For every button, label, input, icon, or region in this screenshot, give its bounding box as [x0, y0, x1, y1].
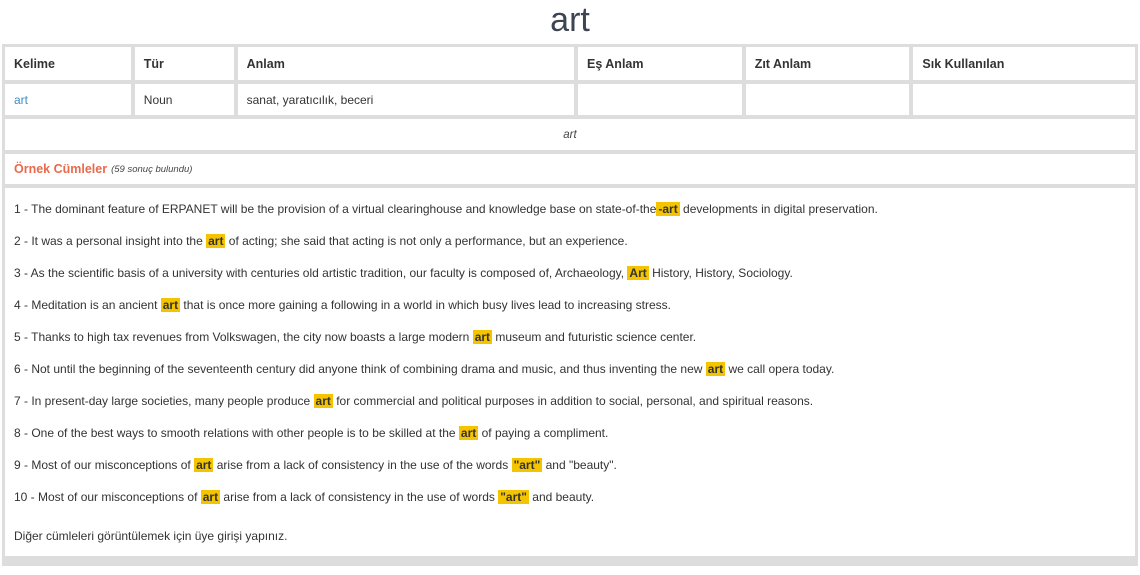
header-es-anlam: Eş Anlam — [578, 47, 742, 80]
header-zit-anlam: Zıt Anlam — [746, 47, 910, 80]
sentence-text: for commercial and political purposes in addition to social, personal, and spiritual reasons. — [332, 394, 814, 408]
login-prompt: Diğer cümleleri görüntülemek için üye girişi yapınız. — [14, 529, 288, 543]
table-row — [5, 84, 1135, 115]
list-item — [14, 225, 1126, 257]
highlight-term: art — [162, 298, 179, 312]
pronunciation: art — [5, 119, 1135, 150]
list-item — [14, 353, 1126, 385]
highlight-term: art — [460, 426, 477, 440]
highlight-term: art — [208, 234, 224, 248]
sentence-text: of acting; she said that acting is not only a performance, but an experience. — [225, 234, 628, 248]
sentence-text: 1 - The dominant feature of ERPANET will be the provision of a virtual clearinghouse and knowledge base on state-of-the — [14, 202, 657, 216]
highlight-term: art — [707, 362, 724, 376]
sentence-text: 7 - In present-day large societies, many people produce — [14, 394, 314, 408]
highlight-term: "art" — [500, 490, 527, 504]
list-item — [14, 289, 1126, 321]
list-item — [14, 449, 1126, 481]
sentence-text: that is once more gaining a following in a world in which busy lives lead to increasing stress. — [180, 298, 672, 312]
antonyms-cell — [746, 84, 910, 115]
sentence-text: 6 - Not until the beginning of the seventeenth century did anyone think of combining drama and music, and thus inventing the new — [14, 362, 706, 376]
type-cell: Noun — [135, 84, 234, 115]
list-item — [14, 481, 1126, 513]
header-anlam: Anlam — [238, 47, 574, 80]
synonyms-cell — [578, 84, 742, 115]
meaning-cell: sanat, yaratıcılık, beceri — [238, 84, 574, 115]
sentence-text: 4 - Meditation is an ancient — [14, 298, 161, 312]
dictionary-panel — [2, 44, 1138, 566]
sentence-text: 8 - One of the best ways to smooth relations with other people is to be skilled at the — [14, 426, 459, 440]
highlight-term: art — [202, 490, 219, 504]
list-item — [14, 417, 1126, 449]
sentence-text: 10 - Most of our misconceptions of — [14, 490, 201, 504]
highlight-term: art — [196, 458, 212, 472]
list-item — [14, 385, 1126, 417]
table-header-row — [5, 47, 1135, 80]
highlight-term: Art — [629, 266, 647, 280]
header-tur: Tür — [135, 47, 234, 80]
sentence-text: arise from a lack of consistency in the use of the words — [213, 458, 512, 472]
header-sik-kullanilan: Sık Kullanılan — [913, 47, 1135, 80]
word-cell — [5, 84, 131, 115]
list-item — [14, 193, 1126, 225]
header-kelime: Kelime — [5, 47, 131, 80]
common-cell — [913, 84, 1135, 115]
sentence-text: 5 - Thanks to high tax revenues from Volkswagen, the city now boasts a large modern — [14, 330, 473, 344]
example-sentences — [5, 188, 1135, 556]
sentence-text: we call opera today. — [725, 362, 835, 376]
sentence-text: and "beauty". — [542, 458, 617, 472]
sentence-text: of paying a compliment. — [478, 426, 609, 440]
sentence-text: History, History, Sociology. — [648, 266, 793, 280]
sentence-text: and beauty. — [528, 490, 595, 504]
sentence-text: arise from a lack of consistency in the use of words — [220, 490, 499, 504]
examples-header — [5, 154, 1135, 184]
list-item — [14, 321, 1126, 353]
examples-count: (59 sonuç bulundu) — [111, 163, 193, 175]
sentence-text: museum and futuristic science center. — [492, 330, 697, 344]
sentence-text: 3 - As the scientific basis of a university with centuries old artistic tradition, our faculty is composed of, Archaeology, — [14, 266, 628, 280]
list-item — [14, 257, 1126, 289]
highlight-term: "art" — [513, 458, 541, 472]
sentence-text: developments in digital preservation. — [679, 202, 878, 216]
highlight-term: art — [474, 330, 491, 344]
highlight-term: -art — [658, 202, 678, 216]
sentence-text: 2 - It was a personal insight into the — [14, 234, 207, 248]
sentence-text: 9 - Most of our misconceptions of — [14, 458, 195, 472]
highlight-term: art — [315, 394, 331, 408]
examples-title: Örnek Cümleler — [14, 162, 108, 176]
page-title: art — [550, 1, 590, 39]
word-link[interactable]: art — [14, 92, 29, 107]
